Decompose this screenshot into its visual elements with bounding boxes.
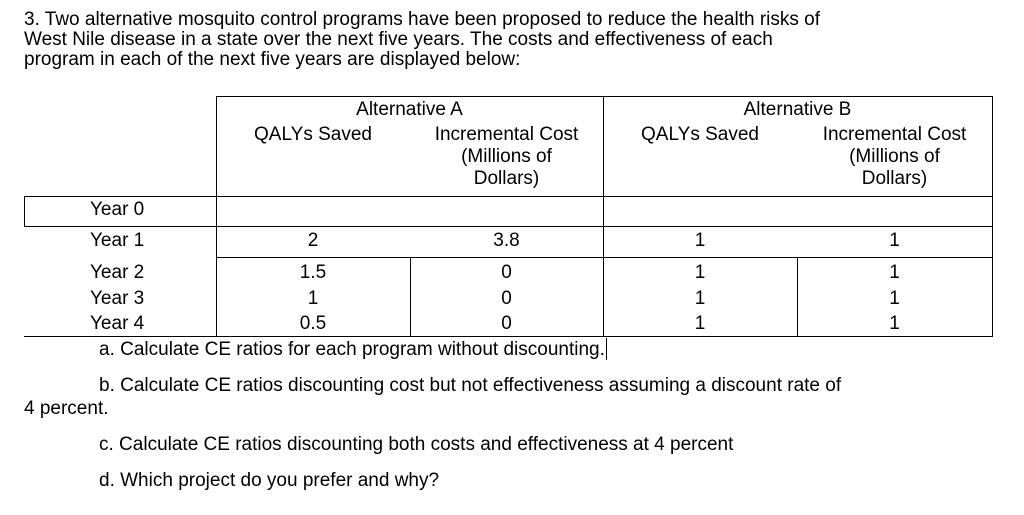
table-cell-b-qalys: 1 <box>694 313 706 334</box>
subquestion-b-line-2: 4 percent. <box>24 398 109 419</box>
table-cell-a-cost: 0 <box>501 262 512 283</box>
column-header-b-qalys: QALYs Saved <box>641 124 759 145</box>
cost-header-line: (Millions of <box>849 146 940 167</box>
table-cell-b-cost: 1 <box>889 262 900 283</box>
cost-header-line: (Millions of <box>461 146 552 167</box>
table-cell-a-cost: 0 <box>501 288 512 309</box>
row-label-year-1: Year 1 <box>90 230 145 251</box>
table-cell-b-qalys: 1 <box>694 230 706 251</box>
table-top-border <box>216 96 993 97</box>
table-right-border <box>992 96 993 337</box>
row-label-year-3: Year 3 <box>90 288 145 309</box>
cost-header-line: Dollars) <box>861 168 928 189</box>
table-cell-a-cost: 0 <box>501 313 512 334</box>
table-left-border <box>24 196 25 227</box>
column-header-a-cost <box>410 124 603 190</box>
table-header-bottom-border <box>24 196 993 197</box>
table-cell-a-cost: 3.8 <box>493 230 520 251</box>
table-cell-b-cost: 1 <box>889 313 900 334</box>
table-cell-a-qalys: 0.5 <box>299 313 327 334</box>
cost-header-line: Incremental Cost <box>822 124 967 145</box>
row-label-year-4: Year 4 <box>90 313 145 334</box>
row-label-year-2: Year 2 <box>90 262 145 283</box>
group-header-alternative-a: Alternative A <box>356 99 463 120</box>
column-header-b-cost <box>797 124 992 190</box>
intro-line-2: West Nile disease in a state over the next five years. The costs and effectiveness of each <box>24 29 773 50</box>
table-cell-a-qalys: 1.5 <box>299 262 327 283</box>
table-cell-a-qalys: 1 <box>307 288 319 309</box>
subquestion-a <box>99 338 607 361</box>
intro-line-1: 3. Two alternative mosquito control programs have been proposed to reduce the health risks of <box>24 9 820 30</box>
cost-header-line: Incremental Cost <box>434 124 579 145</box>
question-intro <box>24 10 984 70</box>
subquestion-c: c. Calculate CE ratios discounting both costs and effectiveness at 4 percent <box>99 434 734 455</box>
column-header-a-qalys: QALYs Saved <box>254 124 372 145</box>
table-cell-b-qalys: 1 <box>694 262 706 283</box>
table-row-divider <box>24 226 993 227</box>
group-header-alternative-b: Alternative B <box>743 99 852 120</box>
table-cell-b-cost: 1 <box>889 230 900 251</box>
text-cursor <box>606 338 607 360</box>
table-cell-b-cost: 1 <box>889 288 900 309</box>
row-label-year-0: Year 0 <box>90 199 145 220</box>
subquestion-d: d. Which project do you prefer and why? <box>99 470 440 491</box>
table-bottom-border <box>24 336 993 337</box>
intro-line-3: program in each of the next five years are displayed below: <box>24 49 521 70</box>
table-cell-b-qalys: 1 <box>694 288 706 309</box>
table-cell-a-qalys: 2 <box>307 230 319 251</box>
subquestion-a-text: a. Calculate CE ratios for each program without discounting. <box>99 339 605 360</box>
cost-header-line: Dollars) <box>473 168 540 189</box>
table-row-divider <box>216 257 993 258</box>
subquestion-b-line-1: b. Calculate CE ratios discounting cost but not effectiveness assuming a discount rate of <box>99 375 842 396</box>
